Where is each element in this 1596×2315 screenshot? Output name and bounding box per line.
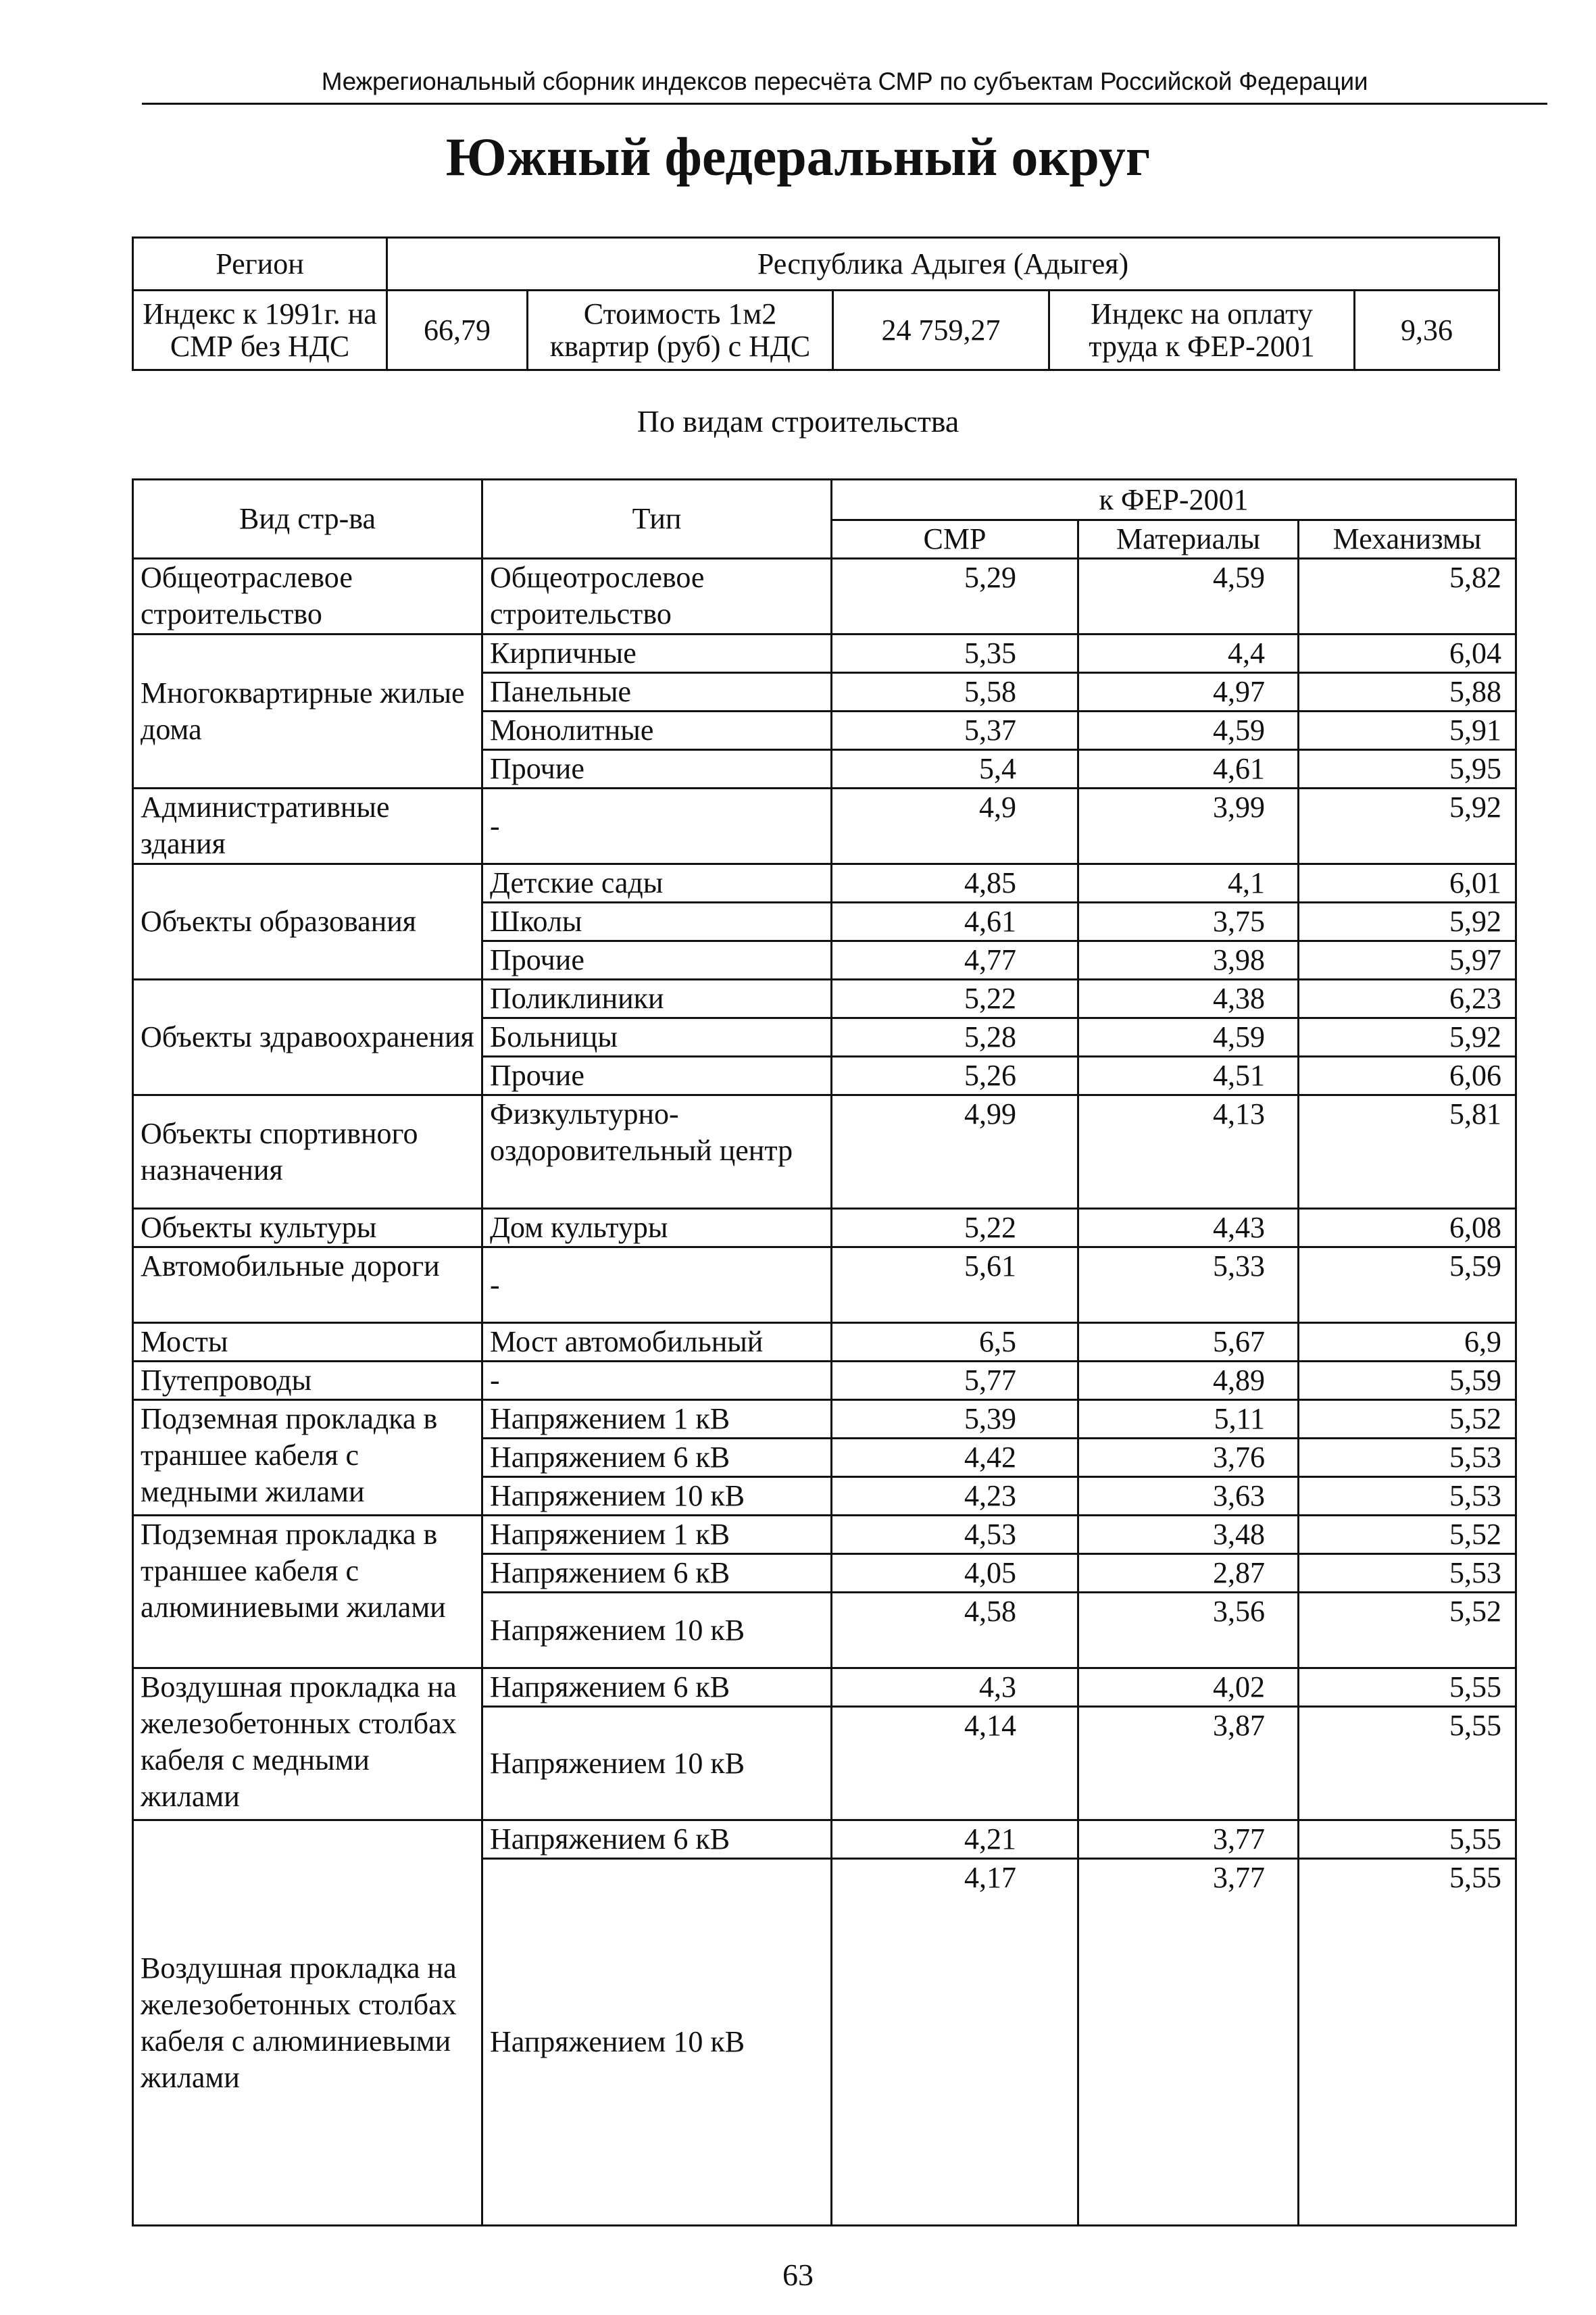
header-smr: СМР [832, 520, 1078, 559]
mechanisms-cell: 6,08 [1299, 1209, 1516, 1247]
type-cell: Прочие [482, 750, 832, 789]
type-cell: Напряжением 6 кВ [482, 1554, 832, 1593]
type-cell: Напряжением 6 кВ [482, 1668, 832, 1707]
materials-cell: 3,75 [1078, 903, 1299, 941]
construction-index-table [132, 478, 1517, 2226]
header-rule [142, 103, 1547, 105]
header-kind: Вид стр-ва [133, 480, 482, 559]
index-1991-label: Индекс к 1991г. на СМР без НДС [133, 291, 387, 370]
materials-cell: 4,59 [1078, 712, 1299, 750]
smr-cell: 4,17 [832, 1859, 1078, 2226]
kind-cell: Автомобильные дороги [133, 1247, 482, 1323]
smr-cell: 4,9 [832, 789, 1078, 864]
materials-cell: 3,77 [1078, 1820, 1299, 1859]
materials-cell: 3,99 [1078, 789, 1299, 864]
mechanisms-cell: 6,23 [1299, 980, 1516, 1018]
smr-cell: 5,22 [832, 1209, 1078, 1247]
table-row [133, 1820, 1516, 1859]
table-row [133, 1323, 1516, 1362]
smr-cell: 5,58 [832, 673, 1078, 712]
type-cell: - [482, 789, 832, 864]
smr-cell: 4,3 [832, 1668, 1078, 1707]
kind-cell: Воздушная прокладка на железобетонных столбах кабеля с медными жилами [133, 1668, 482, 1820]
smr-cell: 4,42 [832, 1439, 1078, 1477]
smr-cell: 5,39 [832, 1400, 1078, 1439]
header-type: Тип [482, 480, 832, 559]
region-value: Республика Адыгея (Адыгея) [387, 238, 1499, 291]
kind-cell: Объекты образования [133, 864, 482, 980]
materials-cell: 2,87 [1078, 1554, 1299, 1593]
kind-cell: Объекты здравоохранения [133, 980, 482, 1095]
type-cell: Прочие [482, 941, 832, 980]
materials-cell: 4,61 [1078, 750, 1299, 789]
smr-cell: 5,4 [832, 750, 1078, 789]
smr-cell: 4,05 [832, 1554, 1078, 1593]
type-cell: Напряжением 6 кВ [482, 1820, 832, 1859]
materials-cell: 3,87 [1078, 1707, 1299, 1820]
mechanisms-cell: 5,55 [1299, 1859, 1516, 2226]
materials-cell: 3,98 [1078, 941, 1299, 980]
smr-cell: 5,28 [832, 1018, 1078, 1057]
mechanisms-cell: 6,04 [1299, 634, 1516, 673]
smr-cell: 4,85 [832, 864, 1078, 903]
mechanisms-cell: 5,59 [1299, 1362, 1516, 1400]
type-cell: Физкультурно-оздоровительный центр [482, 1095, 832, 1209]
mechanisms-cell: 5,92 [1299, 903, 1516, 941]
type-cell: Напряжением 1 кВ [482, 1400, 832, 1439]
smr-cell: 5,37 [832, 712, 1078, 750]
smr-cell: 5,61 [832, 1247, 1078, 1323]
mechanisms-cell: 5,97 [1299, 941, 1516, 980]
materials-cell: 3,56 [1078, 1593, 1299, 1668]
type-cell: Детские сады [482, 864, 832, 903]
labor-index-label: Индекс на оплату труда к ФЕР-2001 [1049, 291, 1355, 370]
materials-cell: 4,51 [1078, 1057, 1299, 1095]
table-row [133, 1668, 1516, 1707]
mechanisms-cell: 6,06 [1299, 1057, 1516, 1095]
mechanisms-cell: 6,01 [1299, 864, 1516, 903]
table-row [133, 1400, 1516, 1439]
kind-cell: Воздушная прокладка на железобетонных столбах кабеля с алюминиевыми жилами [133, 1820, 482, 2226]
smr-cell: 6,5 [832, 1323, 1078, 1362]
kind-cell: Общеотраслевое строительство [133, 559, 482, 634]
type-cell: Кирпичные [482, 634, 832, 673]
kind-cell: Объекты спортивного назначения [133, 1095, 482, 1209]
kind-cell: Многоквартирные жилые дома [133, 634, 482, 789]
mechanisms-cell: 5,52 [1299, 1400, 1516, 1439]
table-row [133, 1209, 1516, 1247]
mechanisms-cell: 5,95 [1299, 750, 1516, 789]
type-cell: Монолитные [482, 712, 832, 750]
smr-cell: 5,26 [832, 1057, 1078, 1095]
mechanisms-cell: 5,91 [1299, 712, 1516, 750]
region-table [132, 237, 1500, 371]
table-row [133, 1362, 1516, 1400]
type-cell: Напряжением 10 кВ [482, 1477, 832, 1516]
type-cell: Прочие [482, 1057, 832, 1095]
labor-index-value: 9,36 [1355, 291, 1499, 370]
table-row [133, 980, 1516, 1018]
materials-cell: 4,59 [1078, 1018, 1299, 1057]
smr-cell: 4,53 [832, 1516, 1078, 1554]
cost-value: 24 759,27 [833, 291, 1049, 370]
page-number: 63 [782, 2258, 814, 2292]
table-row [133, 1516, 1516, 1554]
type-cell: Напряжением 10 кВ [482, 1707, 832, 1820]
kind-cell: Мосты [133, 1323, 482, 1362]
mechanisms-cell: 5,53 [1299, 1439, 1516, 1477]
materials-cell: 3,48 [1078, 1516, 1299, 1554]
mechanisms-cell: 5,88 [1299, 673, 1516, 712]
type-cell: Дом культуры [482, 1209, 832, 1247]
materials-cell: 5,11 [1078, 1400, 1299, 1439]
materials-cell: 5,67 [1078, 1323, 1299, 1362]
type-cell: Панельные [482, 673, 832, 712]
smr-cell: 4,61 [832, 903, 1078, 941]
materials-cell: 4,97 [1078, 673, 1299, 712]
mechanisms-cell: 5,81 [1299, 1095, 1516, 1209]
mechanisms-cell: 5,53 [1299, 1477, 1516, 1516]
smr-cell: 4,77 [832, 941, 1078, 980]
type-cell: Общеотрослевое строительство [482, 559, 832, 634]
mechanisms-cell: 5,92 [1299, 1018, 1516, 1057]
type-cell: - [482, 1247, 832, 1323]
mechanisms-cell: 5,52 [1299, 1516, 1516, 1554]
smr-cell: 5,77 [832, 1362, 1078, 1400]
materials-cell: 4,1 [1078, 864, 1299, 903]
mechanisms-cell: 5,55 [1299, 1707, 1516, 1820]
type-cell: Напряжением 10 кВ [482, 1593, 832, 1668]
type-cell: Напряжением 6 кВ [482, 1439, 832, 1477]
smr-cell: 4,23 [832, 1477, 1078, 1516]
materials-cell: 4,89 [1078, 1362, 1299, 1400]
table-row [133, 634, 1516, 673]
running-header: Межрегиональный сборник индексов пересчёта СМР по субъектам Российской Федерации [321, 68, 1368, 95]
materials-cell: 4,13 [1078, 1095, 1299, 1209]
type-cell: Больницы [482, 1018, 832, 1057]
mechanisms-cell: 6,9 [1299, 1323, 1516, 1362]
table-row [133, 864, 1516, 903]
mechanisms-cell: 5,55 [1299, 1668, 1516, 1707]
region-label: Регион [133, 238, 387, 291]
materials-cell: 4,59 [1078, 559, 1299, 634]
type-cell: Напряжением 1 кВ [482, 1516, 832, 1554]
section-subtitle: По видам строительства [637, 404, 959, 439]
mechanisms-cell: 5,92 [1299, 789, 1516, 864]
materials-cell: 5,33 [1078, 1247, 1299, 1323]
kind-cell: Путепроводы [133, 1362, 482, 1400]
mechanisms-cell: 5,55 [1299, 1820, 1516, 1859]
cost-label: Стоимость 1м2 квартир (руб) с НДС [528, 291, 833, 370]
kind-cell: Подземная прокладка в траншее кабеля с медными жилами [133, 1400, 482, 1516]
smr-cell: 5,29 [832, 559, 1078, 634]
materials-cell: 4,38 [1078, 980, 1299, 1018]
mechanisms-cell: 5,53 [1299, 1554, 1516, 1593]
type-cell: Мост автомобильный [482, 1323, 832, 1362]
header-materials: Материалы [1078, 520, 1299, 559]
type-cell: - [482, 1362, 832, 1400]
type-cell: Поликлиники [482, 980, 832, 1018]
table-row [133, 789, 1516, 864]
header-mechanisms: Механизмы [1299, 520, 1516, 559]
smr-cell: 4,58 [832, 1593, 1078, 1668]
mechanisms-cell: 5,52 [1299, 1593, 1516, 1668]
header-fer-2001: к ФЕР-2001 [832, 480, 1516, 520]
smr-cell: 4,21 [832, 1820, 1078, 1859]
page-title: Южный федеральный округ [445, 128, 1151, 187]
kind-cell: Административные здания [133, 789, 482, 864]
kind-cell: Объекты культуры [133, 1209, 482, 1247]
materials-cell: 4,02 [1078, 1668, 1299, 1707]
index-1991-value: 66,79 [387, 291, 528, 370]
smr-cell: 5,35 [832, 634, 1078, 673]
materials-cell: 3,77 [1078, 1859, 1299, 2226]
type-cell: Школы [482, 903, 832, 941]
mechanisms-cell: 5,82 [1299, 559, 1516, 634]
table-row [133, 1247, 1516, 1323]
materials-cell: 3,63 [1078, 1477, 1299, 1516]
mechanisms-cell: 5,59 [1299, 1247, 1516, 1323]
table-row [133, 1095, 1516, 1209]
kind-cell: Подземная прокладка в траншее кабеля с алюминиевыми жилами [133, 1516, 482, 1668]
materials-cell: 4,43 [1078, 1209, 1299, 1247]
table-row [133, 559, 1516, 634]
smr-cell: 4,14 [832, 1707, 1078, 1820]
materials-cell: 3,76 [1078, 1439, 1299, 1477]
type-cell: Напряжением 10 кВ [482, 1859, 832, 2226]
materials-cell: 4,4 [1078, 634, 1299, 673]
smr-cell: 5,22 [832, 980, 1078, 1018]
smr-cell: 4,99 [832, 1095, 1078, 1209]
